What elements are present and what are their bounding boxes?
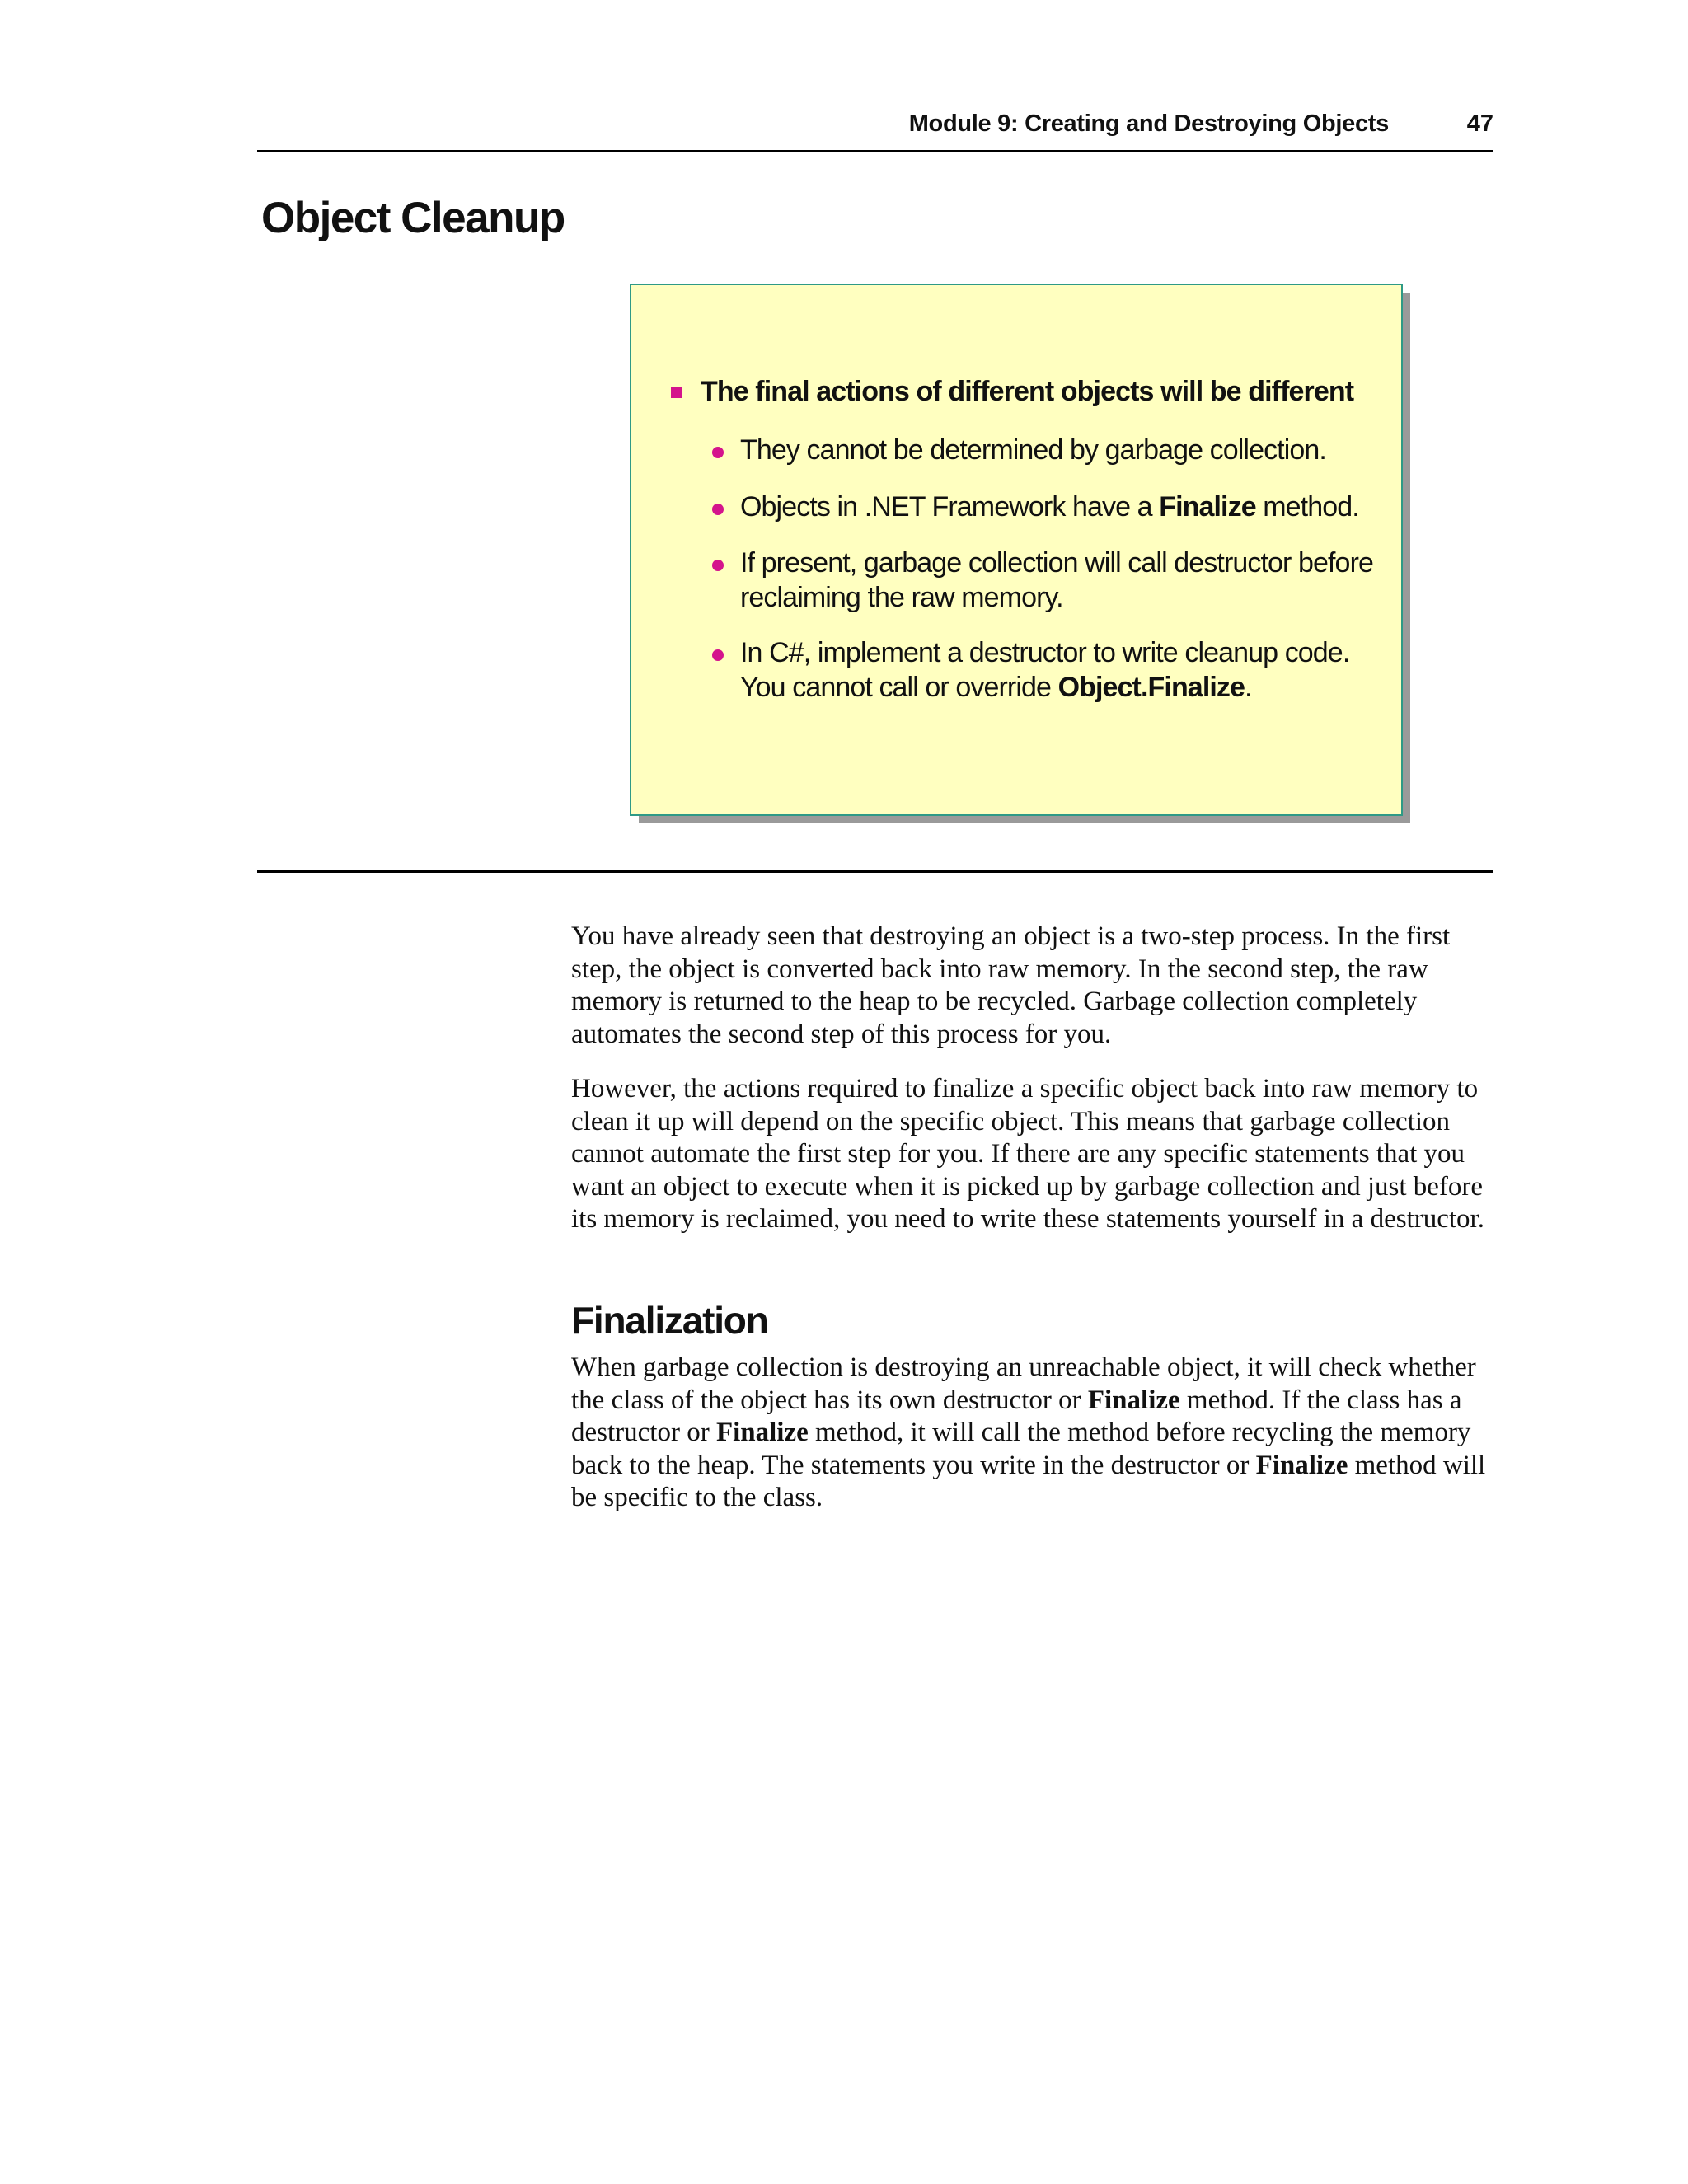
page-number: 47 (1466, 110, 1493, 137)
slide-sub-point-1: They cannot be determined by garbage collection. (740, 434, 1326, 466)
slide-sub-point-3: If present, garbage collection will call destructor before reclaiming the raw memory. (740, 547, 1374, 613)
dot-bullet-icon (712, 504, 724, 515)
square-bullet-icon (671, 387, 682, 398)
slide-sub-point-4: In C#, implement a destructor to write cleanup code. You cannot call or override Object.Finalize. (740, 637, 1350, 703)
slide-sub-point-2: Objects in .NET Framework have a Finalize method. (740, 491, 1359, 523)
finalization-paragraph: When garbage collection is destroying an unreachable object, it will check whether the class of the object has its own destructor or Finalize method. If the class has a destructor or Finalize method, it will call the method before recycling the memory back to the heap. The statements you write in the destructor or Finalize method will be specific to the class. (571, 1352, 1486, 1512)
slide-box (630, 284, 1403, 816)
dot-bullet-icon (712, 447, 724, 458)
body-paragraph-2: However, the actions required to finalize a specific object back into raw memory to clean it up will depend on the specific object. This means that garbage collection cannot automate the first step for you. If there are any specific statements that you want an object to execute when it is picked up by garbage collection and just before its memory is reclaimed, you need to write these statements yourself in a destructor. (571, 1074, 1484, 1234)
dot-bullet-icon (712, 649, 724, 661)
section-divider (257, 870, 1493, 873)
section-heading-finalization: Finalization (571, 1299, 768, 1342)
page-title: Object Cleanup (261, 194, 565, 242)
chapter-title: Module 9: Creating and Destroying Objects (908, 110, 1389, 137)
slide-main-point: The final actions of different objects will be different (701, 376, 1354, 407)
dot-bullet-icon (712, 560, 724, 571)
running-header (257, 105, 1493, 152)
body-paragraph-1: You have already seen that destroying an object is a two-step process. In the first step, the object is converted back into raw memory. In the second step, the raw memory is returned to the heap to be recycled. Garbage collection completely automates the second step of this process for you. (571, 921, 1451, 1049)
